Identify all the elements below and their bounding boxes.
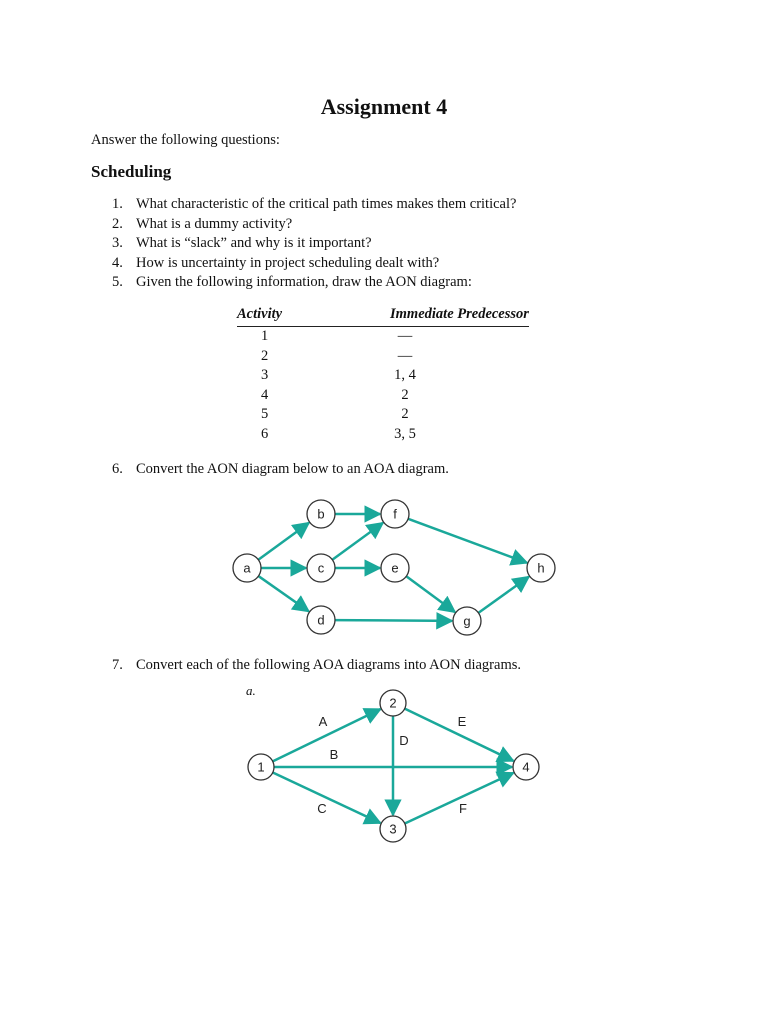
aon-node-h <box>527 554 555 582</box>
svg-text:g: g <box>463 613 471 629</box>
svg-text:4: 4 <box>522 759 530 775</box>
aon-edge-c-f <box>332 523 383 560</box>
question-text: How is uncertainty in project scheduling dealt with? <box>136 254 440 271</box>
aon-edge-f-h <box>408 519 527 563</box>
question-text: Convert the AON diagram below to an AOA diagram. <box>136 461 449 477</box>
aon-node-b <box>307 500 335 528</box>
svg-text:e: e <box>391 560 399 576</box>
activity-cell: 2 <box>261 347 269 364</box>
svg-text:d: d <box>317 612 325 628</box>
activity-cell: 6 <box>261 425 269 442</box>
activity-cell: 4 <box>261 386 269 403</box>
activity-cell: 1 <box>261 328 269 344</box>
svg-text:b: b <box>317 506 325 522</box>
aon-node-e <box>381 554 409 582</box>
question-number: 4. <box>112 254 123 271</box>
svg-text:1: 1 <box>257 759 265 775</box>
aon-node-d <box>307 606 335 634</box>
aon-node-g <box>453 607 481 635</box>
aoa-node-1 <box>248 754 274 780</box>
aoa-edges <box>273 709 514 824</box>
aoa-edge-label-D: D <box>399 733 409 748</box>
aoa-edge-label-A: A <box>318 714 328 729</box>
question-text: What characteristic of the critical path times makes them critical? <box>136 196 517 212</box>
aon-edge-d-g <box>335 620 452 621</box>
aoa-node-3 <box>380 816 406 842</box>
section-heading: Scheduling <box>91 162 172 181</box>
predecessor-cell: 2 <box>401 406 409 422</box>
page-title: Assignment 4 <box>320 94 448 119</box>
svg-text:3: 3 <box>389 821 397 837</box>
aon-edge-a-b <box>258 523 309 560</box>
svg-text:c: c <box>317 560 325 576</box>
question-number: 3. <box>112 235 123 251</box>
aoa-edge-label-C: C <box>317 801 327 816</box>
question-number: 5. <box>112 274 123 290</box>
activity-cell: 5 <box>261 406 269 422</box>
predecessor-cell: — <box>397 347 413 364</box>
question-text: Convert each of the following AOA diagrams into AON diagrams. <box>136 657 521 673</box>
predecessor-cell: — <box>397 328 413 344</box>
question-text: What is a dummy activity? <box>136 215 293 232</box>
aon-edge-g-h <box>478 577 528 613</box>
aon-edge-e-g <box>406 576 455 612</box>
aoa-node-4 <box>513 754 539 780</box>
question-text: What is “slack” and why is it important? <box>136 235 372 251</box>
aon-edge-a-d <box>258 576 308 611</box>
intro-text: Answer the following questions: <box>91 132 280 148</box>
svg-text:h: h <box>537 560 545 576</box>
aoa-edge-label-B: B <box>329 747 339 762</box>
predecessor-cell: 3, 5 <box>394 425 416 442</box>
question-number: 1. <box>112 196 123 212</box>
aoa-edge-label-F: F <box>459 801 467 816</box>
aon-node-a <box>233 554 261 582</box>
column-header-predecessor: Immediate Predecessor <box>351 306 529 327</box>
column-header-activity: Activity <box>237 306 351 327</box>
activity-cell: 3 <box>261 367 269 383</box>
question-text: Given the following information, draw the AON diagram: <box>136 274 472 290</box>
question-number: 2. <box>112 215 123 232</box>
svg-text:2: 2 <box>389 695 397 711</box>
aon-node-f <box>381 500 409 528</box>
predecessor-cell: 2 <box>401 386 409 403</box>
aon-node-c <box>307 554 335 582</box>
diagram-sublabel: a. <box>246 683 256 698</box>
question-number: 7. <box>112 657 123 673</box>
svg-text:f: f <box>393 506 397 522</box>
aoa-node-2 <box>380 690 406 716</box>
svg-text:a: a <box>243 560 251 576</box>
question-number: 6. <box>112 461 123 477</box>
aoa-edge-label-E: E <box>457 714 467 729</box>
predecessor-cell: 1, 4 <box>394 367 416 383</box>
